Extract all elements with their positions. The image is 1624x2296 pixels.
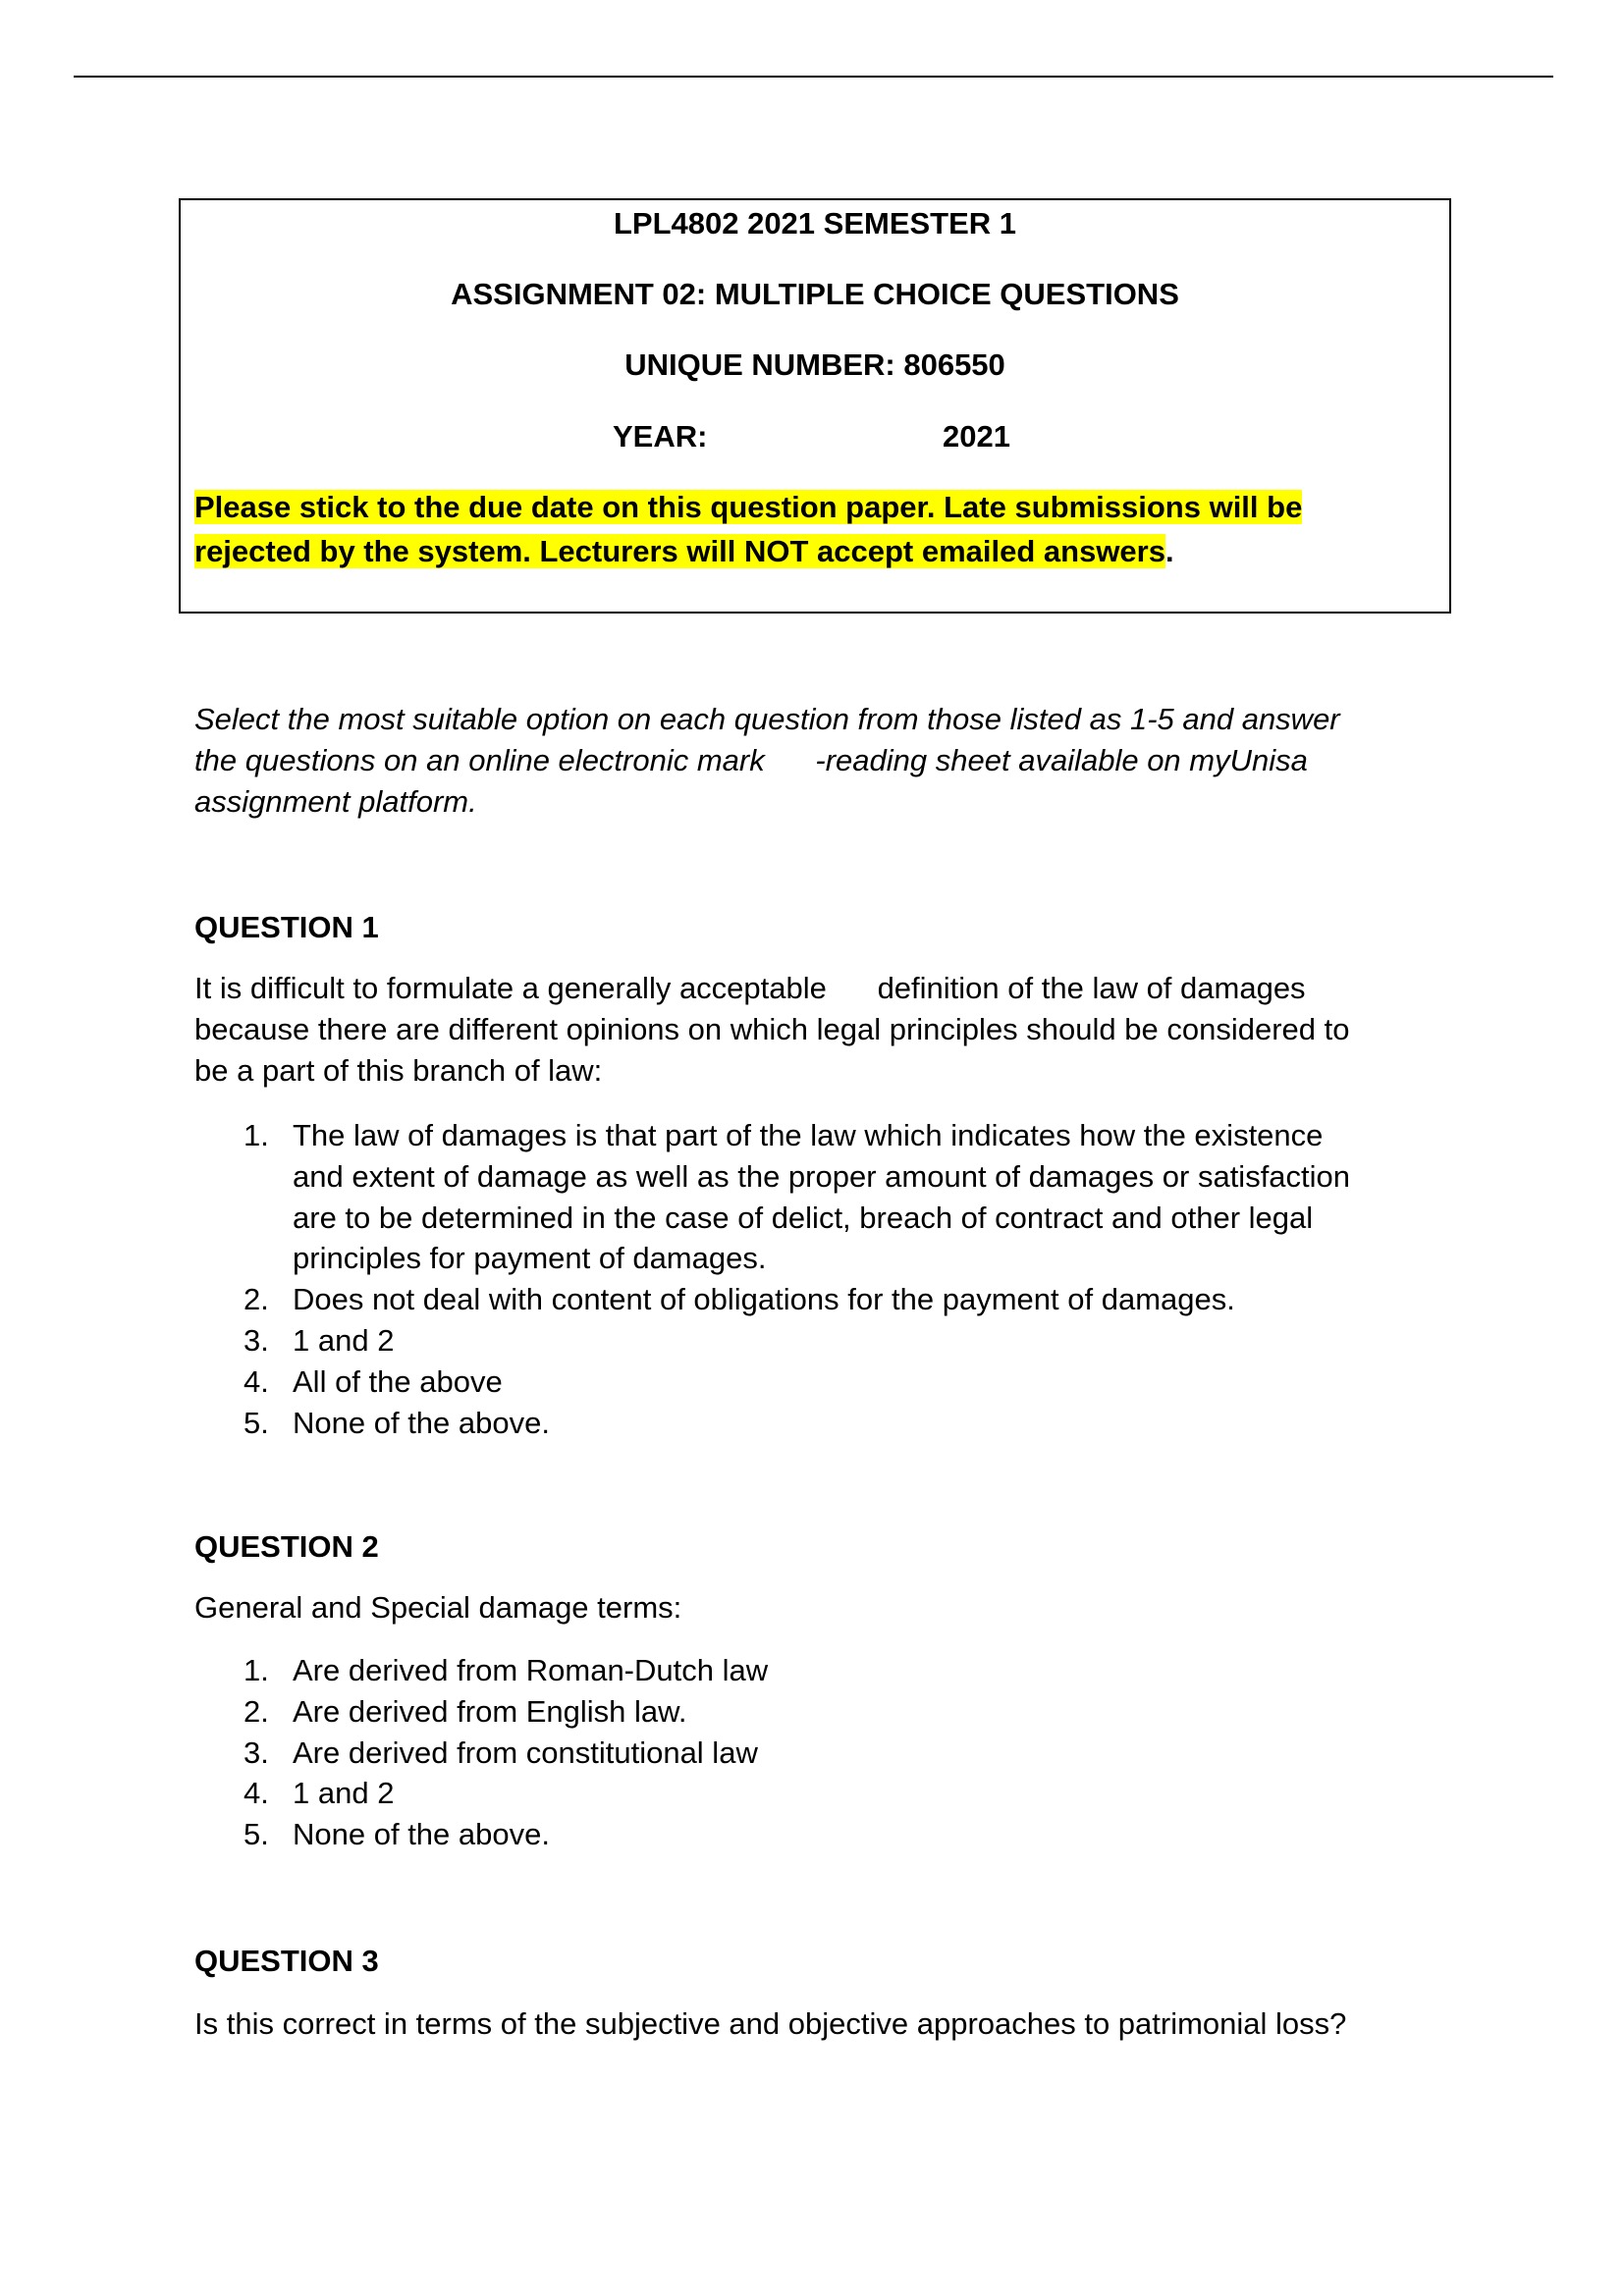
question-1-stem xyxy=(194,968,1490,1091)
assignment-header-box xyxy=(179,198,1451,614)
option-item xyxy=(244,1814,1500,1855)
year-value: 2021 xyxy=(943,419,1010,454)
year-label: YEAR: xyxy=(613,419,708,454)
top-rule xyxy=(74,76,1553,78)
notice-line-1 xyxy=(194,485,1302,529)
question-1-heading: QUESTION 1 xyxy=(194,910,379,944)
option-line: None of the above. xyxy=(293,1405,550,1440)
question-1-options xyxy=(244,1115,1500,1443)
option-number: 3. xyxy=(244,1322,269,1358)
question-2-options xyxy=(244,1650,1500,1855)
highlight: Please stick to the due date on this question paper. Late submissions will be xyxy=(194,490,1303,524)
option-line: Are derived from Roman-Dutch law xyxy=(293,1653,769,1687)
option-number: 5. xyxy=(244,1405,269,1440)
option-item xyxy=(244,1403,1500,1444)
option-item xyxy=(244,1320,1500,1362)
question-2-stem xyxy=(194,1587,1490,1629)
option-line: are to be determined in the case of delict, breach of contract and other legal xyxy=(293,1200,1314,1235)
option-number: 4. xyxy=(244,1363,269,1399)
stem-line: because there are different opinions on which legal principles should be considered to xyxy=(194,1011,1350,1046)
option-line: 1 and 2 xyxy=(293,1776,395,1811)
unique-number: UNIQUE NUMBER: 806550 xyxy=(624,347,1005,382)
question-3-heading: QUESTION 3 xyxy=(194,1944,379,1978)
option-item xyxy=(244,1733,1500,1774)
option-line: None of the above. xyxy=(293,1817,550,1852)
highlight: rejected by the system. Lecturers will NOT accept emailed answers xyxy=(194,534,1165,568)
option-item xyxy=(244,1773,1500,1814)
stem-line: General and Special damage terms: xyxy=(194,1590,682,1625)
option-number: 2. xyxy=(244,1693,269,1729)
option-line: Are derived from English law. xyxy=(293,1693,687,1729)
question-2-heading: QUESTION 2 xyxy=(194,1529,379,1564)
option-line: Are derived from constitutional law xyxy=(293,1735,758,1770)
option-number: 4. xyxy=(244,1776,269,1811)
option-line: The law of damages is that part of the law which indicates how the existence xyxy=(293,1118,1324,1152)
assignment-title: ASSIGNMENT 02: MULTIPLE CHOICE QUESTIONS xyxy=(451,277,1179,311)
option-number: 3. xyxy=(244,1735,269,1770)
option-item xyxy=(244,1691,1500,1733)
option-item xyxy=(244,1115,1500,1279)
option-item xyxy=(244,1362,1500,1403)
option-line: 1 and 2 xyxy=(293,1322,395,1358)
notice-period: . xyxy=(1164,534,1174,568)
option-line: principles for payment of damages. xyxy=(293,1241,767,1276)
option-number: 2. xyxy=(244,1282,269,1317)
instructions-line: Select the most suitable option on each question from those listed as 1-5 and answer xyxy=(194,702,1340,736)
stem-line: be a part of this branch of law: xyxy=(194,1052,603,1088)
stem-line: Is this correct in terms of the subjective and objective approaches to patrimonial loss? xyxy=(194,2006,1347,2041)
question-3-stem xyxy=(194,2003,1490,2045)
option-item xyxy=(244,1279,1500,1320)
option-number: 5. xyxy=(244,1817,269,1852)
option-line: Does not deal with content of obligations for the payment of damages. xyxy=(293,1282,1235,1317)
option-number: 1. xyxy=(244,1118,269,1152)
stem-line: It is difficult to formulate a generally acceptable definition of the law of damages xyxy=(194,971,1306,1005)
notice-line-2 xyxy=(194,529,1174,573)
instructions-line: assignment platform. xyxy=(194,783,477,819)
option-line: and extent of damage as well as the proper amount of damages or satisfaction xyxy=(293,1158,1351,1194)
instructions-line: the questions on an online electronic mark -reading sheet available on myUnisa xyxy=(194,742,1308,777)
course-title: LPL4802 2021 SEMESTER 1 xyxy=(613,206,1017,240)
option-number: 1. xyxy=(244,1653,269,1687)
instructions xyxy=(194,699,1490,822)
option-item xyxy=(244,1650,1500,1691)
option-line: All of the above xyxy=(293,1363,503,1399)
